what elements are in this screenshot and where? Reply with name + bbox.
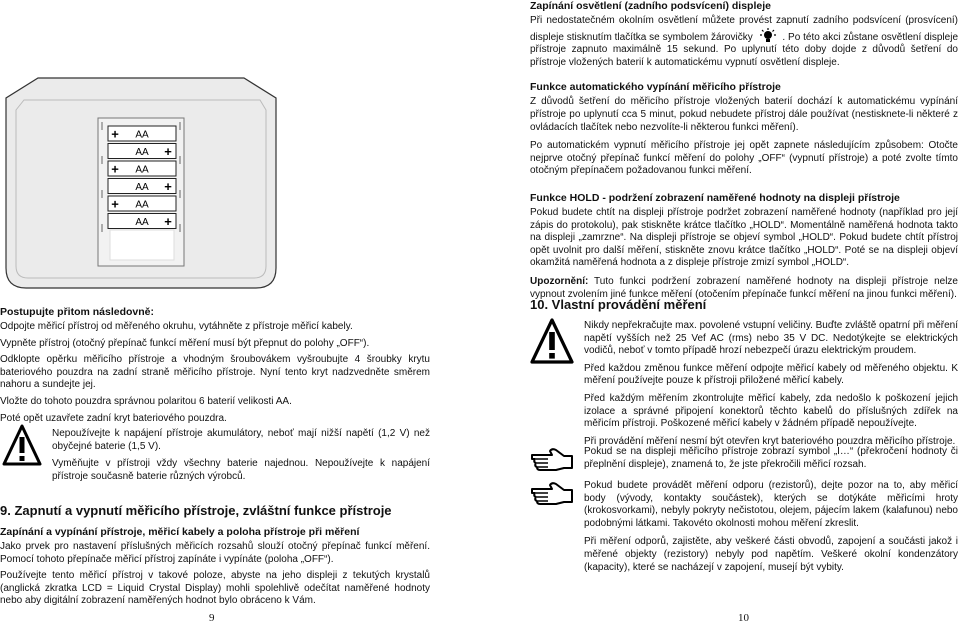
- svg-text:+: +: [111, 126, 119, 142]
- backlight-text-2: . Po této akci zůstane osvětlení displeje přístroje zapnuto maximálně 15 sekund. Po uplynutí této doby dojde z důvodů šetření do přístroje vložených baterií k automatickému vypnutí osvětlení displeje.: [530, 31, 959, 68]
- resistance-paragraph-1: Pokud budete provádět měření odporu (rezistorů), dejte pozor na to, aby měřicí body (vývody, kontakty součástek), kterých se dotýkáte měřicími hroty (krokosvorkami), nebyly pokryty nečistotou, olejem, pájecím lakem (kalafunou) nebo podobnými látkami. Takovéto okolnosti mohou měření zkreslit.: [584, 480, 958, 529]
- resistance-paragraph-2: Při měření odporů, zajistěte, aby veškeré části obvodů, zapojení a součásti jakož i měřené objekty (rezistory) nebyly pod napětím. Veškeré okolní kondenzátory (kapacity), které se nacházejí v zapojení, musejí být vybity.: [584, 536, 958, 573]
- autooff-paragraph-1: Z důvodů šetření do měřicího přístroje vložených baterií dochází k automatickému vypínání přístroje po uplynutí cca 5 minut, pokud nebudete přístroj dále používat (nestisknete-li některé z ovládacích tlačítek nebo nezvolíte-li některou funkci měření).: [530, 96, 958, 133]
- backlight-title: Zapínání osvětlení (zadního podsvícení) displeje: [530, 0, 771, 12]
- warn-paragraph-2: Před každou změnou funkce měření odpojte měřicí kabely od měřeného objektu. K měření používejte pouze k přístroji přiložené měřicí kabely.: [584, 362, 958, 387]
- warning-text-2: Vyměňujte v přístroji vždy všechny baterie najednou. Nepoužívejte k napájení přístroje současně baterie různých výrobců.: [52, 458, 430, 482]
- svg-text:AA: AA: [135, 199, 149, 211]
- step-1: Odpojte měřicí přístroj od měřeného okruhu, vytáhněte z přístroje měřicí kabely.: [0, 321, 353, 332]
- battery-slot: [108, 161, 176, 177]
- svg-text:+: +: [164, 144, 172, 159]
- svg-text:AA: AA: [135, 217, 149, 228]
- subsection-title: Zapínání a vypínání přístroje, měřicí kabely a poloha přístroje při měření: [0, 526, 360, 538]
- battery-slot: [108, 179, 176, 195]
- warning-text-1: Nepoužívejte k napájení přístroje akumulátory, neboť mají nižší napětí (1,2 V) než obyčejné baterie (1,5 V).: [52, 428, 430, 452]
- svg-text:+: +: [164, 214, 172, 229]
- svg-text:AA: AA: [135, 164, 149, 176]
- backlight-text-1: Při nedostatečném okolním osvětlení můžete provést zapnutí zadního podsvícení (prosvícení) displeje stisknutím tlačítka se symbolem žárovičky: [530, 15, 958, 43]
- section-10-title: 10. Vlastní provádění měření: [530, 297, 707, 312]
- autooff-paragraph-2: Po automatickém vypnutí měřicího přístroje jej opět zapnete následujícím způsobem: Otočte nejprve otočný přepínač funkcí měření do polohy „OFF“ (vypnutí přístroje) a poté zvolte tímto otočným přepínačem požadovanou funkci měření.: [530, 140, 958, 177]
- hold-title: Funkce HOLD - podržení zobrazení naměřené hodnoty na displeji přístroje: [530, 191, 900, 204]
- svg-text:AA: AA: [135, 182, 149, 193]
- steps-title: Postupujte přitom následovně:: [0, 306, 155, 318]
- light-bulb-icon: [758, 28, 778, 43]
- pointing-hand-icon: [530, 480, 574, 506]
- page-number-left: 9: [209, 612, 215, 624]
- battery-slot: [108, 126, 176, 142]
- warning-icon: [530, 318, 574, 366]
- backlight-text: [530, 15, 958, 69]
- note-text: Tuto funkci podržení zobrazení naměřené hodnoty na displeji přístroje nelze vypnout zvolením jiné funkce měření (otočením přepínače funkcí měření na jinou funkci měření).: [530, 275, 958, 300]
- battery-slot: [108, 144, 176, 160]
- warning-icon: [2, 424, 42, 468]
- step-5: Poté opět uzavřete zadní kryt bateriového pouzdra.: [0, 412, 227, 424]
- battery-slot: [108, 214, 176, 230]
- battery-compartment-figure: [2, 60, 280, 292]
- note-label: Upozornění:: [530, 275, 589, 287]
- svg-text:+: +: [111, 196, 119, 212]
- step-3: Odklopte opěrku měřicího přístroje a vhodným šroubovákem vyšroubujte 4 šroubky krytu bateriového pouzdra na zadní straně měřicího přístroje. Nyní tento kryt nadzvedněte směrem nahoru a sundejte jej.: [0, 354, 430, 391]
- step-4: Vložte do tohoto pouzdra správnou polaritou 6 baterií velikosti AA.: [0, 395, 292, 407]
- svg-text:+: +: [164, 179, 172, 194]
- page-number-right: 10: [738, 612, 749, 624]
- hold-paragraph: Pokud budete chtít na displeji přístroje podržet zobrazení naměřené hodnoty (například pro její zápis do protokolu), pak stiskněte krátce tlačítko „HOLD“. Momentálně naměřená hodnota takto na displeji „zamrzne“. Na displeji přístroje se objeví symbol „HOLD“. Pokud budete chtít přístroj opět uvolnit pro další měření, stiskněte znovu krátce tlačítko „HOLD“. Poté se na displeji objeví okamžitá naměřená hodnota a z displeje přístroje zmizí symbol „HOLD“.: [530, 206, 958, 269]
- pointing-hand-icon: [530, 446, 574, 472]
- svg-text:AA: AA: [135, 147, 149, 158]
- warn-paragraph-3: Před každým měřením zkontrolujte měřicí kabely, zda nedošlo k poškození jejich izolace a správné připojení konektorů těchto kabelů do příslušných zdířek na měřicím přístroji. Poškozené měřicí kabely v žádném případě nepoužívejte.: [584, 392, 958, 430]
- paragraph-position: Používejte tento měřicí přístroj v takové poloze, abyste na jeho displeji z tekutých krystalů (anglická zkratka LCD = Liquid Crystal Display) mohli spolehlivě odečítat naměřené hodnoty nebo aby digitální zobrazení naměřených hodnot bylo obráceno k Vám.: [0, 570, 430, 607]
- svg-text:+: +: [111, 161, 119, 177]
- autooff-title: Funkce automatického vypínání měřicího přístroje: [530, 81, 781, 94]
- svg-text:AA: AA: [135, 129, 149, 141]
- section-9-title: 9. Zapnutí a vypnutí měřicího přístroje, zvláštní funkce přístroje: [0, 503, 392, 518]
- warn-paragraph-4: Při provádění měření nesmí být otevřen kryt bateriového pouzdra měřicího přístroje.: [584, 435, 956, 447]
- warn-paragraph-1: Nikdy nepřekračujte max. povolené vstupní veličiny. Buďte zvláště opatrní při měření napětí vyšších než 25 Vef AC (rms) nebo 35 V DC. Nedotýkejte se elektrických vodičů, neboť v tomto případě hrozí nebezpečí úrazu elektrickým proudem.: [584, 320, 958, 357]
- battery-slot: [108, 196, 176, 212]
- step-2: Vypněte přístroj (otočný přepínač funkcí měření musí být přepnut do polohy „OFF“).: [0, 337, 370, 349]
- overrange-paragraph: Pokud se na displeji měřicího přístroje zobrazí symbol „I…“ (překročení hodnoty či přeplnění displeje), znamená to, že jste překročili měřicí rozsah.: [584, 446, 958, 470]
- paragraph-switch: Jako prvek pro nastavení příslušných měřicích rozsahů slouží otočný přepínač funkcí měření. Pomocí tohoto přepínače měřicí přístroj zapínáte i vypínáte (poloha „OFF“).: [0, 541, 430, 565]
